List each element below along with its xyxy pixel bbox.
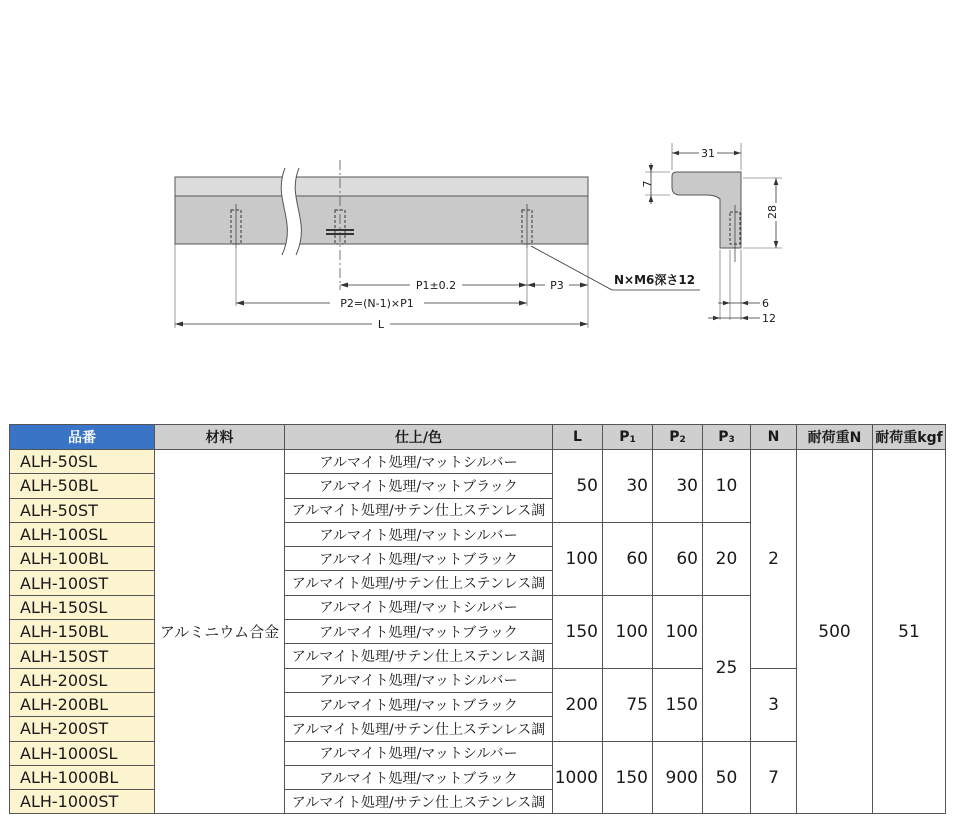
part-number: ALH-1000BL bbox=[10, 765, 155, 789]
finish-cell: アルマイト処理/サテン仕上ステンレス調 bbox=[285, 790, 553, 814]
header-part: 品番 bbox=[10, 425, 155, 450]
finish-cell: アルマイト処理/サテン仕上ステンレス調 bbox=[285, 644, 553, 668]
p3-cell: 20 bbox=[703, 522, 751, 595]
finish-cell: アルマイト処理/マットブラック bbox=[285, 692, 553, 716]
l-cell: 150 bbox=[553, 595, 603, 668]
p2-cell: 150 bbox=[653, 668, 703, 741]
finish-cell: アルマイト処理/マットブラック bbox=[285, 547, 553, 571]
part-number: ALH-100ST bbox=[10, 571, 155, 595]
side-view bbox=[641, 143, 783, 325]
p1-cell: 30 bbox=[603, 450, 653, 523]
part-number: ALH-100SL bbox=[10, 522, 155, 546]
p3-cell: 10 bbox=[703, 450, 751, 523]
l-cell: 50 bbox=[553, 450, 603, 523]
load-kgf-cell: 51 bbox=[873, 450, 946, 814]
dim-p1: P1±0.2 bbox=[415, 279, 457, 292]
part-number: ALH-1000SL bbox=[10, 741, 155, 765]
p1-cell: 60 bbox=[603, 522, 653, 595]
part-number: ALH-1000ST bbox=[10, 790, 155, 814]
dim-hole-big: 12 bbox=[762, 312, 776, 325]
p2-cell: 60 bbox=[653, 522, 703, 595]
finish-cell: アルマイト処理/マットシルバー bbox=[285, 595, 553, 619]
part-number: ALH-200ST bbox=[10, 717, 155, 741]
header-l: L bbox=[553, 425, 603, 450]
part-number: ALH-50SL bbox=[10, 450, 155, 474]
part-number: ALH-50BL bbox=[10, 474, 155, 498]
dim-l: L bbox=[377, 318, 385, 331]
part-number: ALH-50ST bbox=[10, 498, 155, 522]
dim-hole-small: 6 bbox=[762, 297, 769, 310]
part-number: ALH-150SL bbox=[10, 595, 155, 619]
p3-cell: 50 bbox=[703, 741, 751, 814]
n-cell: 3 bbox=[751, 668, 797, 741]
table-row bbox=[10, 450, 946, 474]
p2-cell: 30 bbox=[653, 450, 703, 523]
dim-side-height: 28 bbox=[766, 205, 779, 219]
technical-drawing bbox=[0, 0, 970, 400]
finish-cell: アルマイト処理/マットブラック bbox=[285, 620, 553, 644]
dim-p2: P2=(N-1)×P1 bbox=[340, 297, 414, 310]
front-view bbox=[175, 160, 700, 331]
n-cell: 2 bbox=[751, 450, 797, 669]
l-cell: 1000 bbox=[553, 741, 603, 814]
finish-cell: アルマイト処理/マットブラック bbox=[285, 765, 553, 789]
p1-cell: 150 bbox=[603, 741, 653, 814]
finish-cell: アルマイト処理/マットシルバー bbox=[285, 668, 553, 692]
dim-p3: P3 bbox=[550, 279, 564, 292]
header-material: 材料 bbox=[155, 425, 285, 450]
finish-cell: アルマイト処理/マットシルバー bbox=[285, 522, 553, 546]
p3-cell: 25 bbox=[703, 595, 751, 741]
p2-cell: 900 bbox=[653, 741, 703, 814]
finish-cell: アルマイト処理/サテン仕上ステンレス調 bbox=[285, 717, 553, 741]
n-cell: 7 bbox=[751, 741, 797, 814]
finish-cell: アルマイト処理/マットシルバー bbox=[285, 450, 553, 474]
finish-cell: アルマイト処理/サテン仕上ステンレス調 bbox=[285, 571, 553, 595]
p2-cell: 100 bbox=[653, 595, 703, 668]
l-cell: 200 bbox=[553, 668, 603, 741]
part-number: ALH-200SL bbox=[10, 668, 155, 692]
header-n: N bbox=[751, 425, 797, 450]
load-n-cell: 500 bbox=[797, 450, 873, 814]
part-number: ALH-150ST bbox=[10, 644, 155, 668]
part-number: ALH-150BL bbox=[10, 620, 155, 644]
thread-note: N×M6深さ12 bbox=[614, 273, 696, 287]
dim-side-lip: 7 bbox=[641, 180, 654, 188]
header-load-n: 耐荷重N bbox=[797, 425, 873, 450]
header-load-kgf: 耐荷重kgf bbox=[873, 425, 946, 450]
p1-cell: 100 bbox=[603, 595, 653, 668]
finish-cell: アルマイト処理/マットブラック bbox=[285, 474, 553, 498]
finish-cell: アルマイト処理/マットシルバー bbox=[285, 741, 553, 765]
header-p3: $P_3$ bbox=[703, 425, 751, 450]
part-number: ALH-100BL bbox=[10, 547, 155, 571]
p1-cell: 75 bbox=[603, 668, 653, 741]
header-p2: $P_2$ bbox=[653, 425, 703, 450]
finish-cell: アルマイト処理/サテン仕上ステンレス調 bbox=[285, 498, 553, 522]
table-header-row bbox=[10, 425, 946, 450]
dim-side-width: 31 bbox=[701, 147, 715, 160]
material-cell: アルミニウム合金 bbox=[155, 450, 285, 814]
spec-table bbox=[9, 424, 946, 814]
header-finish: 仕上/色 bbox=[285, 425, 553, 450]
part-number: ALH-200BL bbox=[10, 692, 155, 716]
header-p1: $P_1$ bbox=[603, 425, 653, 450]
l-cell: 100 bbox=[553, 522, 603, 595]
